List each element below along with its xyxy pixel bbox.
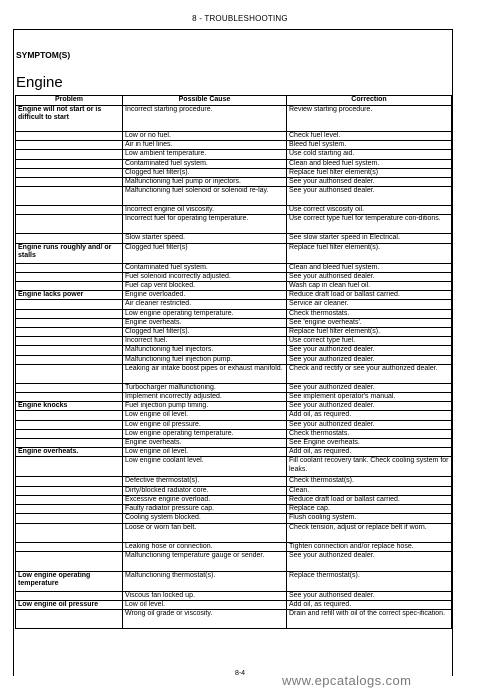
table-row bbox=[16, 168, 452, 177]
cause-cell: Malfunctioning thermostat(s). bbox=[123, 571, 287, 591]
table-row bbox=[16, 591, 452, 600]
cause-cell: Incorrect starting procedure. bbox=[123, 106, 287, 132]
table-row bbox=[16, 272, 452, 281]
table-row bbox=[16, 355, 452, 364]
table-row bbox=[16, 328, 452, 337]
problem-cell bbox=[16, 132, 123, 141]
table-row bbox=[16, 523, 452, 542]
correction-cell: Fill coolant recovery tank. Check cooling system for leaks. bbox=[287, 457, 452, 477]
cause-cell: Malfunctioning temperature gauge or sender. bbox=[123, 551, 287, 571]
correction-cell: Flush cooling system. bbox=[287, 514, 452, 523]
problem-cell: Engine will not start or is difficult to start bbox=[16, 106, 123, 132]
section-title: Engine bbox=[16, 74, 63, 91]
cause-cell: Fuel solenoid incorrectly adjusted. bbox=[123, 272, 287, 281]
correction-cell: Reduce draft load or ballast carried. bbox=[287, 495, 452, 504]
cause-cell: Engine overheats. bbox=[123, 439, 287, 448]
cause-cell: Leaking air intake boost pipes or exhaust manifold. bbox=[123, 364, 287, 383]
table-row bbox=[16, 206, 452, 215]
correction-cell: Clean and bleed fuel system. bbox=[287, 159, 452, 168]
cause-cell: Clogged fuel filter(s). bbox=[123, 168, 287, 177]
cause-cell: Viscous fan locked up. bbox=[123, 591, 287, 600]
table-row bbox=[16, 234, 452, 243]
problem-cell bbox=[16, 337, 123, 346]
cause-cell: Wrong oil grade or viscosity. bbox=[123, 610, 287, 629]
correction-cell: See your authorized dealer. bbox=[287, 551, 452, 571]
correction-cell: Use correct type fuel for temperature con-ditions. bbox=[287, 215, 452, 234]
header-rule bbox=[13, 29, 452, 30]
table-row bbox=[16, 178, 452, 187]
table-row bbox=[16, 215, 452, 234]
cause-cell: Dirty/blocked radiator core. bbox=[123, 486, 287, 495]
cause-cell: Engine overloaded. bbox=[123, 291, 287, 300]
table-row bbox=[16, 243, 452, 263]
correction-cell: See your authorised dealer. bbox=[287, 178, 452, 187]
table-row bbox=[16, 495, 452, 504]
problem-cell bbox=[16, 141, 123, 150]
cause-cell: Low engine oil level. bbox=[123, 411, 287, 420]
problem-cell: Engine lacks power bbox=[16, 291, 123, 300]
problem-cell: Engine knocks bbox=[16, 402, 123, 411]
cause-cell: Low or no fuel. bbox=[123, 132, 287, 141]
column-header-correction: Correction bbox=[287, 96, 452, 106]
table-row bbox=[16, 291, 452, 300]
table-row bbox=[16, 551, 452, 571]
problem-cell bbox=[16, 495, 123, 504]
problem-cell bbox=[16, 215, 123, 234]
problem-cell bbox=[16, 282, 123, 291]
problem-cell bbox=[16, 234, 123, 243]
cause-cell: Defective thermostat(s). bbox=[123, 477, 287, 486]
problem-cell bbox=[16, 178, 123, 187]
correction-cell: Review starting procedure. bbox=[287, 106, 452, 132]
cause-cell: Fuel cap vent blocked. bbox=[123, 282, 287, 291]
problem-cell bbox=[16, 355, 123, 364]
cause-cell: Malfunctioning fuel solenoid or solenoid re-lay. bbox=[123, 187, 287, 206]
correction-cell: See your authorized dealer. bbox=[287, 383, 452, 392]
table-row bbox=[16, 486, 452, 495]
table-row bbox=[16, 411, 452, 420]
right-margin-rule bbox=[452, 29, 453, 676]
problem-cell bbox=[16, 420, 123, 429]
table-row bbox=[16, 132, 452, 141]
correction-cell: Use correct type fuel. bbox=[287, 337, 452, 346]
problem-cell bbox=[16, 486, 123, 495]
table-row bbox=[16, 610, 452, 629]
correction-cell: See implement operator's manual. bbox=[287, 393, 452, 402]
column-header-problem: Problem bbox=[16, 96, 123, 106]
problem-cell bbox=[16, 309, 123, 318]
table-row bbox=[16, 402, 452, 411]
correction-cell: See your authorised dealer. bbox=[287, 591, 452, 600]
cause-cell: Cooling system blocked. bbox=[123, 514, 287, 523]
problem-cell bbox=[16, 610, 123, 629]
cause-cell: Malfunctioning fuel pump or injectors. bbox=[123, 178, 287, 187]
problem-cell bbox=[16, 523, 123, 542]
table-row bbox=[16, 457, 452, 477]
problem-cell bbox=[16, 505, 123, 514]
cause-cell: Contaminated fuel system. bbox=[123, 263, 287, 272]
table-row bbox=[16, 542, 452, 551]
problem-cell bbox=[16, 328, 123, 337]
problem-cell: Low engine oil pressure bbox=[16, 600, 123, 609]
correction-cell: Use correct viscosity oil. bbox=[287, 206, 452, 215]
cause-cell: Contaminated fuel system. bbox=[123, 159, 287, 168]
correction-cell: Replace cap. bbox=[287, 505, 452, 514]
problem-cell bbox=[16, 346, 123, 355]
problem-cell bbox=[16, 187, 123, 206]
table-row bbox=[16, 448, 452, 457]
correction-cell: Add oil, as required. bbox=[287, 448, 452, 457]
table-row bbox=[16, 159, 452, 168]
troubleshooting-table bbox=[15, 95, 452, 629]
table-row bbox=[16, 346, 452, 355]
problem-cell bbox=[16, 300, 123, 309]
correction-cell: Replace thermostat(s). bbox=[287, 571, 452, 591]
cause-cell: Fuel injection pump timing. bbox=[123, 402, 287, 411]
table-row bbox=[16, 337, 452, 346]
problem-cell: Engine runs roughly and/ or stalls bbox=[16, 243, 123, 263]
problem-cell bbox=[16, 206, 123, 215]
correction-cell: Service air cleaner. bbox=[287, 300, 452, 309]
cause-cell: Low ambient temperature. bbox=[123, 150, 287, 159]
problem-cell bbox=[16, 318, 123, 327]
cause-cell: Low engine oil pressure. bbox=[123, 420, 287, 429]
table-row bbox=[16, 514, 452, 523]
watermark: www.epcatalogs.com bbox=[282, 673, 412, 688]
table-row bbox=[16, 187, 452, 206]
left-margin-rule bbox=[13, 29, 14, 676]
problem-cell bbox=[16, 272, 123, 281]
cause-cell: Implement incorrectly adjusted. bbox=[123, 393, 287, 402]
cause-cell: Low engine operating temperature. bbox=[123, 429, 287, 438]
symptoms-label: SYMPTOM(S) bbox=[16, 50, 71, 60]
cause-cell: Slow starter speed. bbox=[123, 234, 287, 243]
cause-cell: Low engine coolant level. bbox=[123, 457, 287, 477]
correction-cell: Replace fuel filter element(s). bbox=[287, 243, 452, 263]
correction-cell: Replace fuel filter element(s) bbox=[287, 168, 452, 177]
table-row bbox=[16, 282, 452, 291]
correction-cell: Add oil, as required. bbox=[287, 411, 452, 420]
cause-cell: Low engine oil level. bbox=[123, 448, 287, 457]
problem-cell bbox=[16, 429, 123, 438]
table-row bbox=[16, 505, 452, 514]
cause-cell: Malfunctioning fuel injection pump. bbox=[123, 355, 287, 364]
problem-cell bbox=[16, 477, 123, 486]
cause-cell: Air in fuel lines. bbox=[123, 141, 287, 150]
table-header-row bbox=[16, 96, 452, 106]
correction-cell: Check and rectify or see your authorized dealer. bbox=[287, 364, 452, 383]
table-row bbox=[16, 383, 452, 392]
problem-cell bbox=[16, 551, 123, 571]
problem-cell bbox=[16, 542, 123, 551]
table-body bbox=[16, 106, 452, 629]
problem-cell bbox=[16, 159, 123, 168]
table-row bbox=[16, 300, 452, 309]
correction-cell: Check fuel level. bbox=[287, 132, 452, 141]
table-row bbox=[16, 150, 452, 159]
correction-cell: Add oil, as required. bbox=[287, 600, 452, 609]
table-row bbox=[16, 571, 452, 591]
problem-cell bbox=[16, 457, 123, 477]
correction-cell: See your authorized dealer. bbox=[287, 355, 452, 364]
table-row bbox=[16, 318, 452, 327]
table-row bbox=[16, 477, 452, 486]
correction-cell: Tighten connection and/or replace hose. bbox=[287, 542, 452, 551]
problem-cell bbox=[16, 393, 123, 402]
problem-cell bbox=[16, 150, 123, 159]
correction-cell: Clean and bleed fuel system. bbox=[287, 263, 452, 272]
page-number: 8-4 bbox=[234, 670, 246, 677]
table-row bbox=[16, 263, 452, 272]
correction-cell: See Engine overheats. bbox=[287, 439, 452, 448]
correction-cell: Clean. bbox=[287, 486, 452, 495]
problem-cell bbox=[16, 383, 123, 392]
table-row bbox=[16, 364, 452, 383]
correction-cell: Reduce draft load or ballast carried. bbox=[287, 291, 452, 300]
cause-cell: Low oil level. bbox=[123, 600, 287, 609]
problem-cell bbox=[16, 263, 123, 272]
cause-cell: Clogged fuel filter(s) bbox=[123, 243, 287, 263]
problem-cell bbox=[16, 514, 123, 523]
correction-cell: Wash cap in clean fuel oil. bbox=[287, 282, 452, 291]
table-row bbox=[16, 420, 452, 429]
cause-cell: Excessive engine overload. bbox=[123, 495, 287, 504]
correction-cell: Check thermostats. bbox=[287, 429, 452, 438]
correction-cell: Drain and refill with oil of the correct spec-ification. bbox=[287, 610, 452, 629]
problem-cell: Low engine operating temperature bbox=[16, 571, 123, 591]
problem-cell bbox=[16, 168, 123, 177]
cause-cell: Malfunctioning fuel injectors. bbox=[123, 346, 287, 355]
cause-cell: Engine overheats. bbox=[123, 318, 287, 327]
page-header: 8 - TROUBLESHOOTING bbox=[192, 14, 288, 23]
table-row bbox=[16, 106, 452, 132]
correction-cell: Use cold starting aid. bbox=[287, 150, 452, 159]
correction-cell: See 'engine overheats'. bbox=[287, 318, 452, 327]
problem-cell bbox=[16, 411, 123, 420]
column-header-cause: Possible Cause bbox=[123, 96, 287, 106]
problem-cell bbox=[16, 439, 123, 448]
correction-cell: See your authorized dealer. bbox=[287, 402, 452, 411]
table-row bbox=[16, 393, 452, 402]
table-row bbox=[16, 309, 452, 318]
cause-cell: Clogged fuel filter(s). bbox=[123, 328, 287, 337]
table-row bbox=[16, 141, 452, 150]
cause-cell: Incorrect fuel for operating temperature. bbox=[123, 215, 287, 234]
correction-cell: See your authorized dealer. bbox=[287, 420, 452, 429]
problem-cell bbox=[16, 591, 123, 600]
correction-cell: See your authorised dealer. bbox=[287, 272, 452, 281]
correction-cell: See slow starter speed in Electrical. bbox=[287, 234, 452, 243]
cause-cell: Leaking hose or connection. bbox=[123, 542, 287, 551]
problem-cell bbox=[16, 364, 123, 383]
cause-cell: Faulty radiator pressure cap. bbox=[123, 505, 287, 514]
cause-cell: Incorrect engine oil viscosity. bbox=[123, 206, 287, 215]
correction-cell: See your authorized dealer. bbox=[287, 346, 452, 355]
cause-cell: Turbocharger malfunctioning. bbox=[123, 383, 287, 392]
cause-cell: Loose or worn fan belt. bbox=[123, 523, 287, 542]
correction-cell: Check thermostats. bbox=[287, 309, 452, 318]
correction-cell: Check tension, adjust or replace belt if worn. bbox=[287, 523, 452, 542]
correction-cell: Bleed fuel system. bbox=[287, 141, 452, 150]
table-row bbox=[16, 439, 452, 448]
correction-cell: See your authorised dealer. bbox=[287, 187, 452, 206]
cause-cell: Incorrect fuel. bbox=[123, 337, 287, 346]
problem-cell: Engine overheats. bbox=[16, 448, 123, 457]
cause-cell: Air cleaner restricted. bbox=[123, 300, 287, 309]
correction-cell: Check thermostat(s). bbox=[287, 477, 452, 486]
table-row bbox=[16, 429, 452, 438]
correction-cell: Replace fuel filter element(s). bbox=[287, 328, 452, 337]
table-row bbox=[16, 600, 452, 609]
cause-cell: Low engine operating temperature. bbox=[123, 309, 287, 318]
